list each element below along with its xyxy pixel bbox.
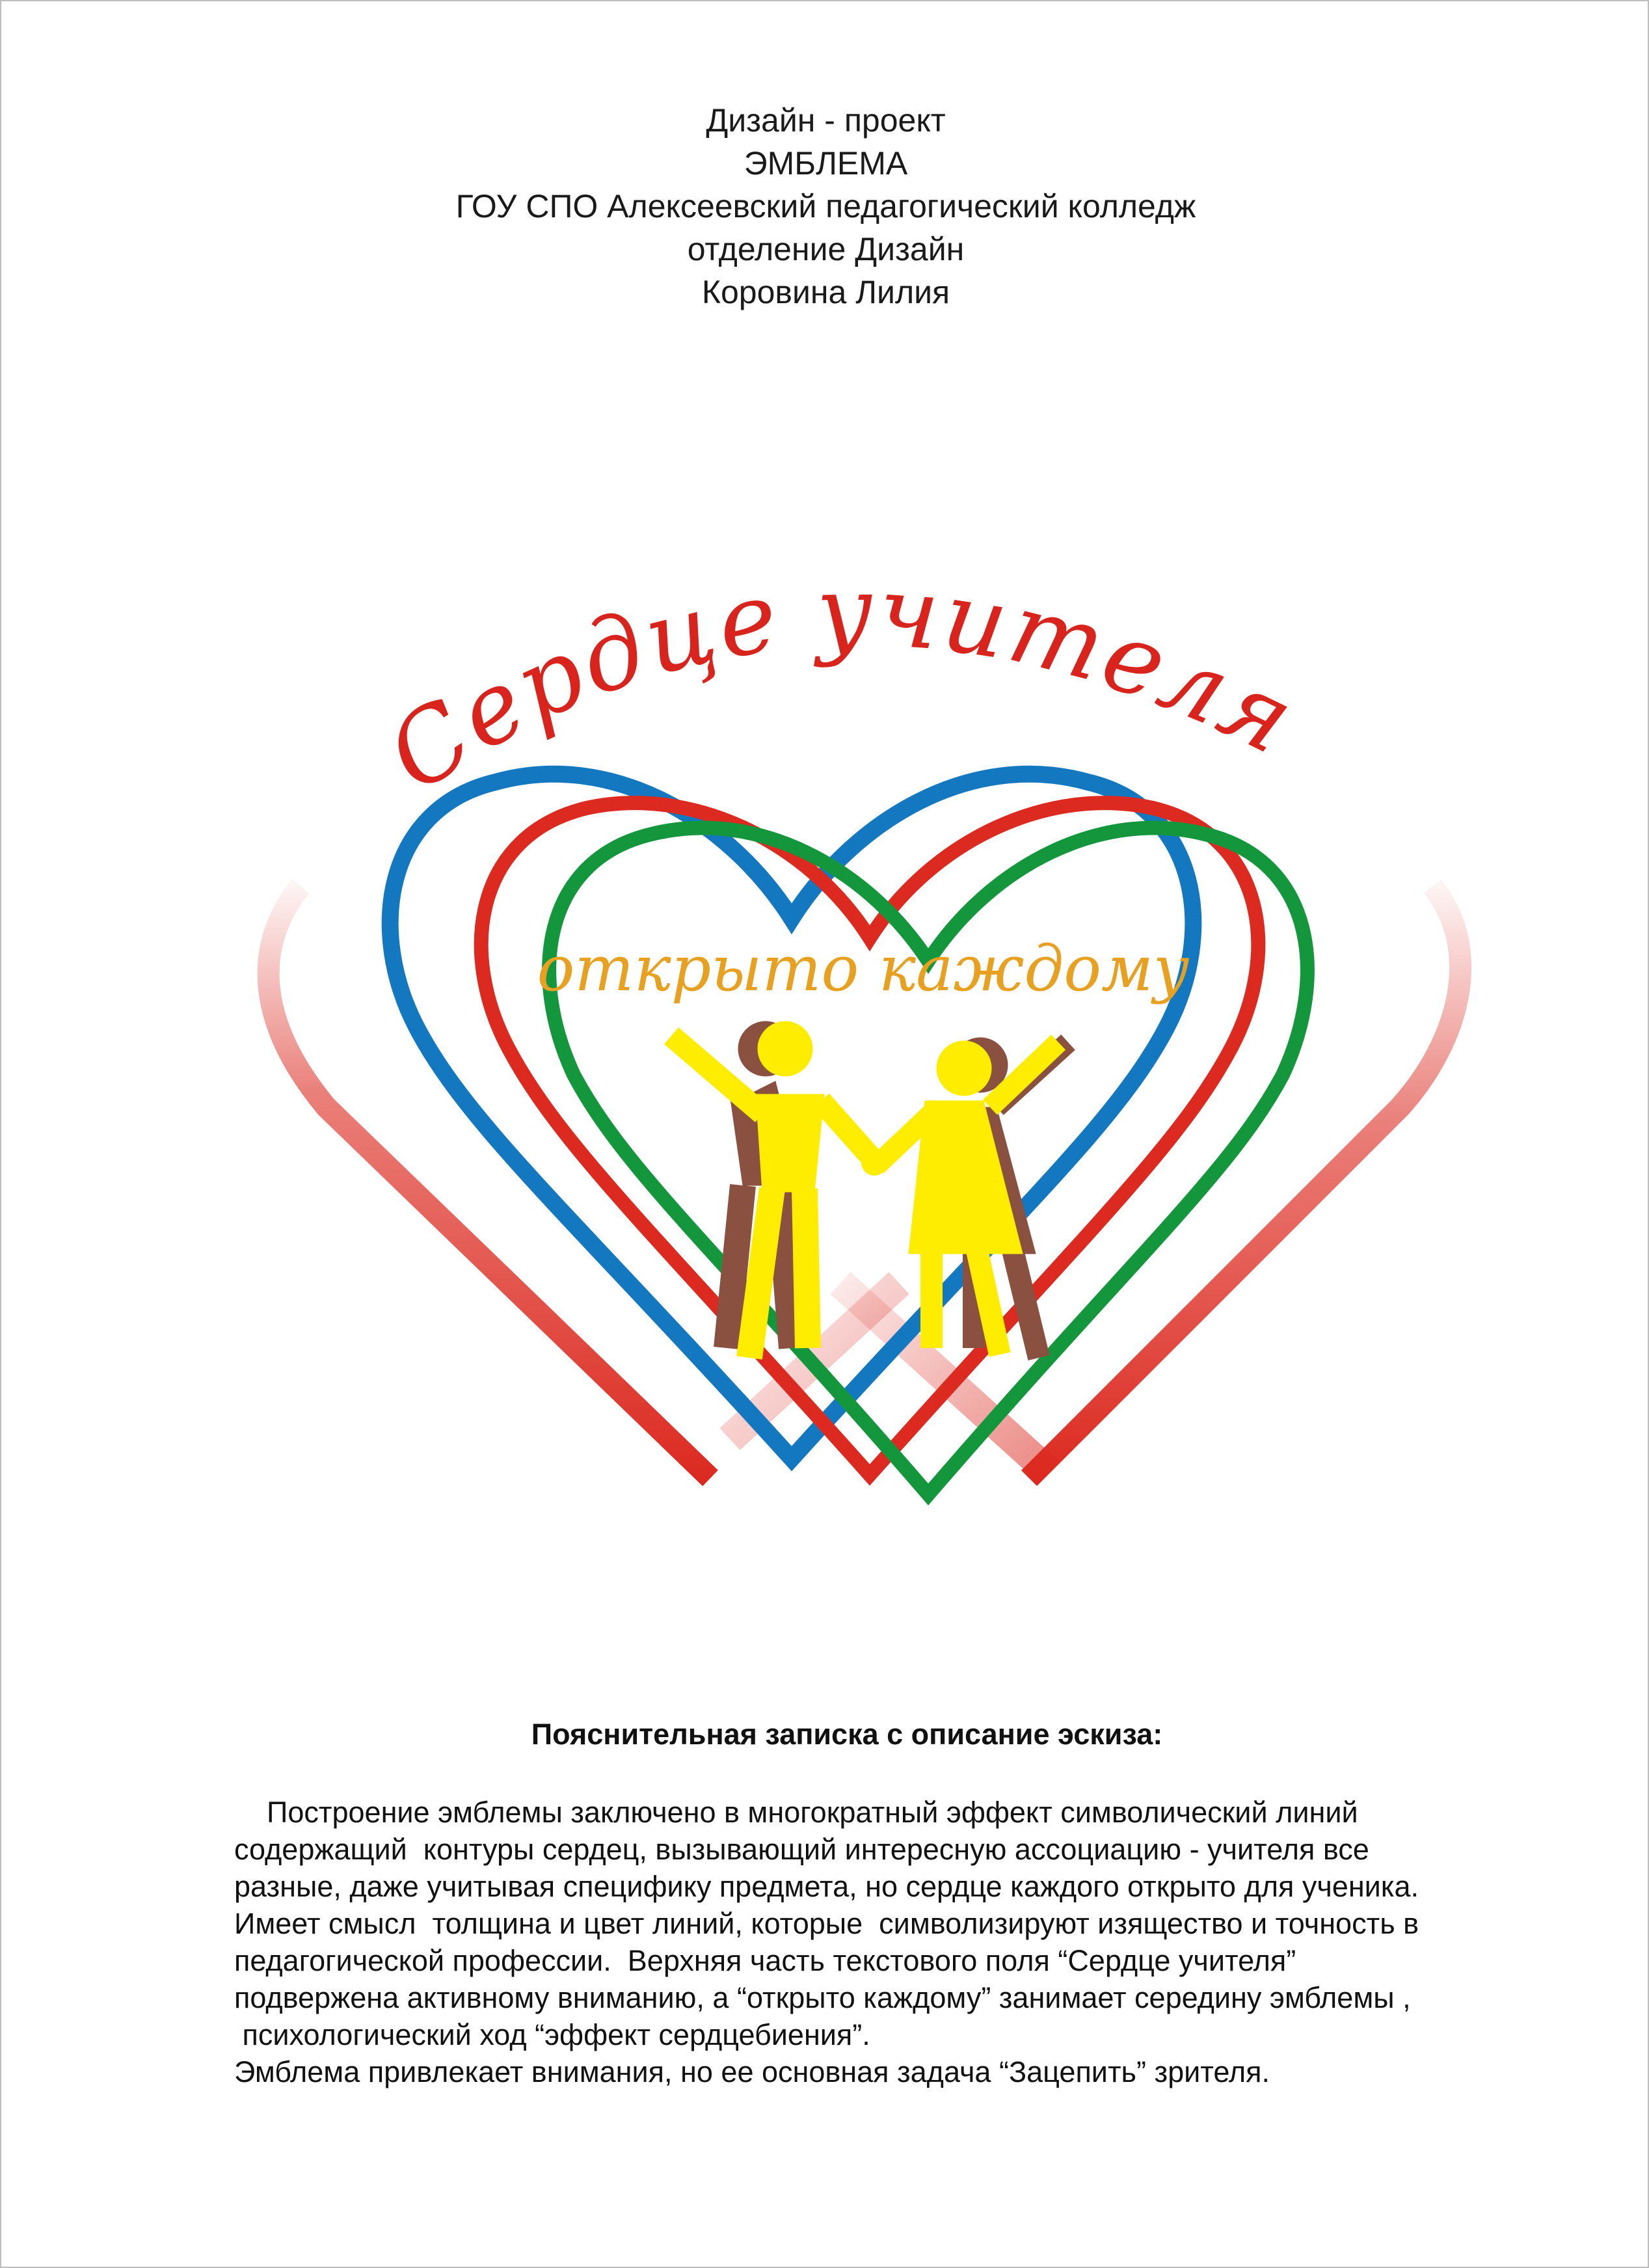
note-body [234, 1794, 1574, 2090]
note-line: педагогической профессии. Верхняя часть текстового поля “Сердце учителя” [234, 1944, 1296, 1977]
header-block [1, 99, 1649, 314]
emblem-logo [1, 535, 1649, 1550]
center-slogan-text: открыто каждому [537, 932, 1190, 1005]
joined-hands [861, 1150, 887, 1176]
header-line-department: отделение Дизайн [687, 231, 965, 267]
note-line: разные, даже учитывая специфику предмета, но сердце каждого открыто для ученика. [234, 1870, 1419, 1903]
note-line: Построение эмблемы заключено в многократный эффект символический линий [234, 1796, 1358, 1829]
boy-figure [671, 1021, 873, 1358]
note-line: психологический ход “эффект сердцебиения”. [234, 2018, 870, 2051]
note-line: подвержена активному вниманию, а “открыто каждому” занимает середину эмблемы , [234, 1981, 1411, 2014]
note-line: Имеет смысл толщина и цвет линий, которые символизируют изящество и точность в [234, 1907, 1419, 1940]
header-line-project: Дизайн - проект [706, 102, 946, 139]
header-line-emblem: ЭМБЛЕМА [744, 145, 908, 182]
note-title: Пояснительная записка с описание эскиза: [531, 1718, 1163, 1751]
note-line: Эмблема привлекает внимания, но ее основная задача “Зацепить” зрителя. [234, 2055, 1270, 2088]
arc-title-text: Сердце учителя [368, 554, 1313, 815]
header-line-author: Коровина Лилия [701, 274, 950, 310]
header-line-college: ГОУ СПО Алексеевский педагогический колледж [455, 188, 1196, 224]
note-line: содержащий контуры сердец, вызывающий интересную ассоциацию - учителя все [234, 1833, 1369, 1866]
